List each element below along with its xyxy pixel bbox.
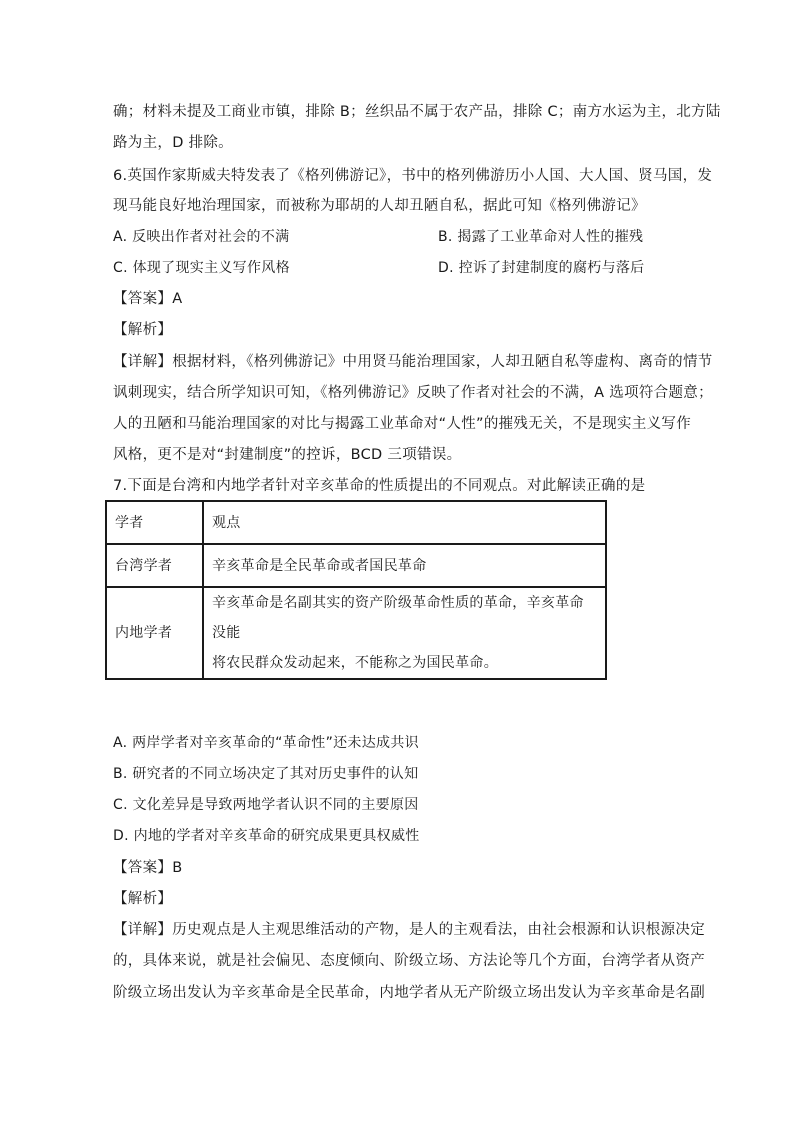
question-6-option-c: C. 体现了现实主义写作风格 [113, 260, 290, 276]
question-7-analysis-line: 【详解】历史观点是人主观思维活动的产物，是人的主观看法，由社会根源和认识根源决定 [113, 922, 705, 938]
paragraph-line: 确；材料未提及工商业市镇，排除 B；丝织品不属于农产品，排除 C；南方水运为主，北方陆 [113, 104, 721, 120]
table-row [106, 587, 606, 679]
table-header-scholar: 学者 [106, 501, 203, 544]
question-7-analysis-heading: 【解析】 [113, 891, 173, 907]
table-cell-view-line: 辛亥革命是名副其实的资产阶级革命性质的革命，辛亥革命没能 [212, 595, 584, 641]
question-6-analysis-line: 风格，更不是对“封建制度”的控诉，BCD 三项错误。 [113, 447, 462, 463]
table-header-view: 观点 [203, 501, 606, 544]
question-6-analysis-line: 人的丑陋和马能治理国家的对比与揭露工业革命对“人性”的摧残无关，不是现实主义写作 [113, 416, 692, 432]
question-7-analysis-line: 阶级立场出发认为辛亥革命是全民革命，内地学者从无产阶级立场出发认为辛亥革命是名副 [113, 985, 705, 1001]
question-6-analysis-heading: 【解析】 [113, 322, 173, 338]
question-6-analysis-line: 【详解】根据材料，《格列佛游记》中用贤马能治理国家，人却丑陋自私等虚构、离奇的情节 [113, 354, 713, 370]
question-6-answer: 【答案】A [113, 291, 183, 307]
paragraph-line: 路为主，D 排除。 [113, 135, 233, 151]
question-7-stem: 7.下面是台湾和内地学者针对辛亥革命的性质提出的不同观点。对此解读正确的是 [113, 478, 646, 494]
table-cell-scholar: 台湾学者 [106, 544, 203, 587]
table-row [106, 544, 606, 587]
question-6-stem: 现马能良好地治理国家，而被称为耶胡的人却丑陋自私，据此可知《格列佛游记》 [113, 198, 646, 214]
table-cell-view-line: 辛亥革命是全民革命或者国民革命 [212, 557, 427, 574]
table-cell-view [203, 587, 606, 679]
question-7-option-c: C. 文化差异是导致两地学者认识不同的主要原因 [113, 797, 419, 813]
question-6-option-d: D. 控诉了封建制度的腐朽与落后 [438, 260, 645, 276]
question-7-option-d: D. 内地的学者对辛亥革命的研究成果更具权威性 [113, 828, 420, 844]
viewpoints-table [105, 500, 607, 680]
question-6-option-b: B. 揭露了工业革命对人性的摧残 [438, 229, 644, 245]
table-cell-scholar: 内地学者 [106, 587, 203, 679]
question-6-option-a: A. 反映出作者对社会的不满 [113, 229, 290, 245]
question-7-analysis-line: 的，具体来说，就是社会偏见、态度倾向、阶级立场、方法论等几个方面，台湾学者从资产 [113, 953, 705, 969]
table-header-row [106, 501, 606, 544]
question-6-stem: 6.英国作家斯威夫特发表了《格列佛游记》，书中的格列佛游历小人国、大人国、贤马国，发 [113, 168, 713, 184]
question-7-answer: 【答案】B [113, 860, 183, 876]
table-cell-view [203, 544, 606, 587]
question-7-option-b: B. 研究者的不同立场决定了其对历史事件的认知 [113, 766, 419, 782]
question-7-option-a: A. 两岸学者对辛亥革命的“革命性”还未达成共识 [113, 735, 419, 751]
question-6-analysis-line: 讽刺现实，结合所学知识可知，《格列佛游记》反映了作者对社会的不满，A 选项符合题意； [113, 385, 713, 401]
table-cell-view-line: 将农民群众发动起来，不能称之为国民革命。 [212, 655, 498, 671]
